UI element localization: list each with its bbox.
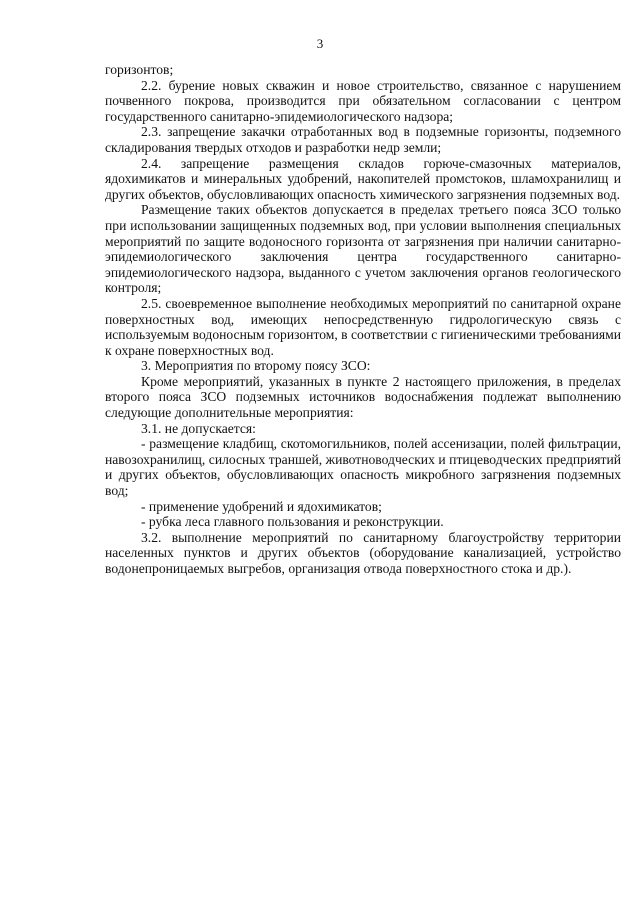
paragraph: Размещение таких объектов допускается в пределах третьего пояса ЗСО только при использовании защищенных подземных вод, при условии выполнения специальных мероприятий по защите водоносного горизонта от загрязнения при наличии санитарно-эпидемиологического заключения центра государственного санитарно-эпидемиологического надзора, выданного с учетом заключения органов геологического контроля; bbox=[105, 202, 621, 296]
paragraph: горизонтов; bbox=[105, 62, 174, 77]
document-body bbox=[105, 62, 621, 577]
paragraph: Кроме мероприятий, указанных в пункте 2 настоящего приложения, в пределах второго пояса ЗСО подземных источников водоснабжения подлежат выполнению следующие дополнительные мероприятия: bbox=[105, 373, 621, 421]
paragraph: 2.3. запрещение закачки отработанных вод в подземные горизонты, подземного складирования твердых отходов и разработки недр земли; bbox=[105, 124, 621, 155]
paragraph: 3.2. выполнение мероприятий по санитарному благоустройству территории населенных пунктов и других объектов (оборудование канализацией, устройство водонепроницаемых выгребов, организация отвода поверхностного стока и др.). bbox=[105, 529, 621, 576]
paragraph: 2.4. запрещение размещения складов горюче-смазочных материалов, ядохимикатов и минеральных удобрений, накопителей промстоков, шламохранилищ и других объектов, обусловливающих опасность химического загрязнения подземных вод. bbox=[105, 155, 621, 202]
paragraph: 2.5. своевременное выполнение необходимых мероприятий по санитарной охране поверхностных вод, имеющих непосредственную гидрологическую связь с используемым водоносным горизонтом, в соответствии с гигиеническими требованиями к охране поверхностных вод. bbox=[105, 295, 621, 358]
list-item: - рубка леса главного пользования и реконструкции. bbox=[141, 514, 444, 530]
paragraph: 3.1. не допускается: bbox=[141, 420, 256, 436]
list-item: - размещение кладбищ, скотомогильников, полей ассенизации, полей фильтрации, навозохранилищ, силосных траншей, животноводческих и птицеводческих предприятий и других объектов, обусловливающих опасность микробного загрязнения подземных вод; bbox=[105, 436, 621, 499]
section-heading: 3. Мероприятия по второму поясу ЗСО: bbox=[141, 358, 371, 374]
page-number: 3 bbox=[316, 36, 324, 51]
list-item: - применение удобрений и ядохимикатов; bbox=[141, 498, 382, 514]
paragraph: 2.2. бурение новых скважин и новое строительство, связанное с нарушением почвенного покрова, производится при обязательном согласовании с центром государственного санитарно-эпидемиологического надзора; bbox=[105, 77, 621, 124]
